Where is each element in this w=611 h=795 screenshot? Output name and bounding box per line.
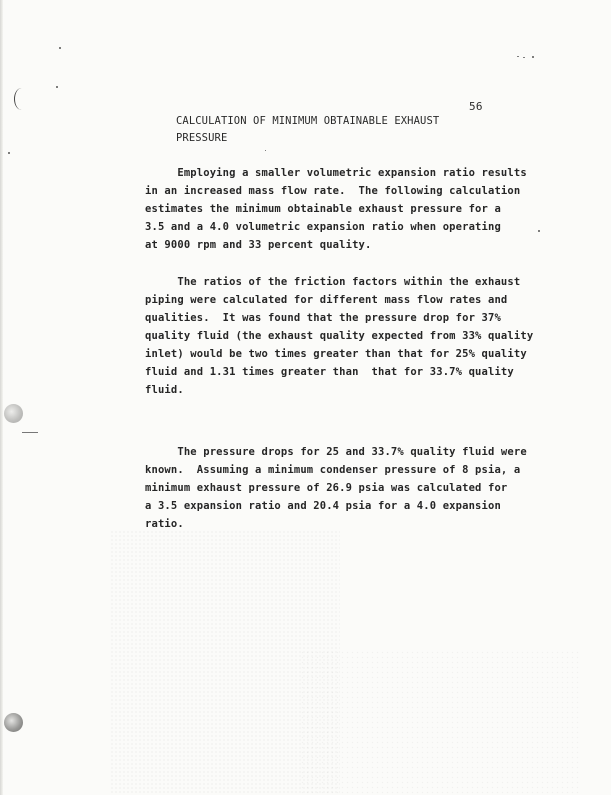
text-line: in an increased mass flow rate. The following calculation — [145, 185, 521, 197]
text-line: The ratios of the friction factors within the exhaust — [145, 276, 521, 288]
paragraph-2 — [145, 273, 534, 399]
text-line: ratio. — [145, 518, 184, 530]
heading-line: PRESSURE — [176, 132, 228, 144]
heading-line: CALCULATION OF MINIMUM OBTAINABLE EXHAUST — [176, 115, 440, 127]
text-line: known. Assuming a minimum condenser pressure of 8 psia, a — [145, 464, 521, 476]
page-number: 56 — [469, 100, 483, 113]
scan-speck — [523, 57, 525, 58]
scan-speck — [532, 56, 534, 58]
scan-noise-area-2 — [300, 650, 580, 795]
section-heading — [176, 113, 476, 147]
text-line: inlet) would be two times greater than that for 25% quality — [145, 348, 527, 360]
margin-tick-mark — [22, 432, 38, 433]
text-line: qualities. It was found that the pressure drop for 37% — [145, 312, 501, 324]
scan-speck — [517, 56, 519, 57]
text-line: piping were calculated for different mass flow rates and — [145, 294, 508, 306]
binder-hole-lower — [4, 713, 23, 732]
text-line: Employing a smaller volumetric expansion ratio results — [145, 167, 527, 179]
text-line: estimates the minimum obtainable exhaust pressure for a — [145, 203, 501, 215]
binder-hole-upper — [4, 404, 23, 423]
text-line: at 9000 rpm and 33 percent quality. — [145, 239, 372, 251]
text-line: quality fluid (the exhaust quality expected from 33% quality — [145, 330, 534, 342]
paragraph-3 — [145, 443, 527, 533]
scan-speck — [538, 230, 540, 232]
scan-edge-shadow — [0, 0, 3, 795]
scan-speck — [265, 150, 266, 151]
scan-speck — [59, 47, 61, 49]
scan-speck — [56, 86, 58, 88]
text-line: 3.5 and a 4.0 volumetric expansion ratio when operating — [145, 221, 501, 233]
scan-speck — [8, 152, 10, 154]
paragraph-1 — [145, 164, 527, 254]
text-line: a 3.5 expansion ratio and 20.4 psia for a 4.0 expansion — [145, 500, 501, 512]
margin-bracket-mark — [14, 88, 29, 110]
text-line: fluid. — [145, 384, 184, 396]
text-line: fluid and 1.31 times greater than that for 33.7% quality — [145, 366, 514, 378]
text-line: The pressure drops for 25 and 33.7% quality fluid were — [145, 446, 527, 458]
text-line: minimum exhaust pressure of 26.9 psia was calculated for — [145, 482, 508, 494]
